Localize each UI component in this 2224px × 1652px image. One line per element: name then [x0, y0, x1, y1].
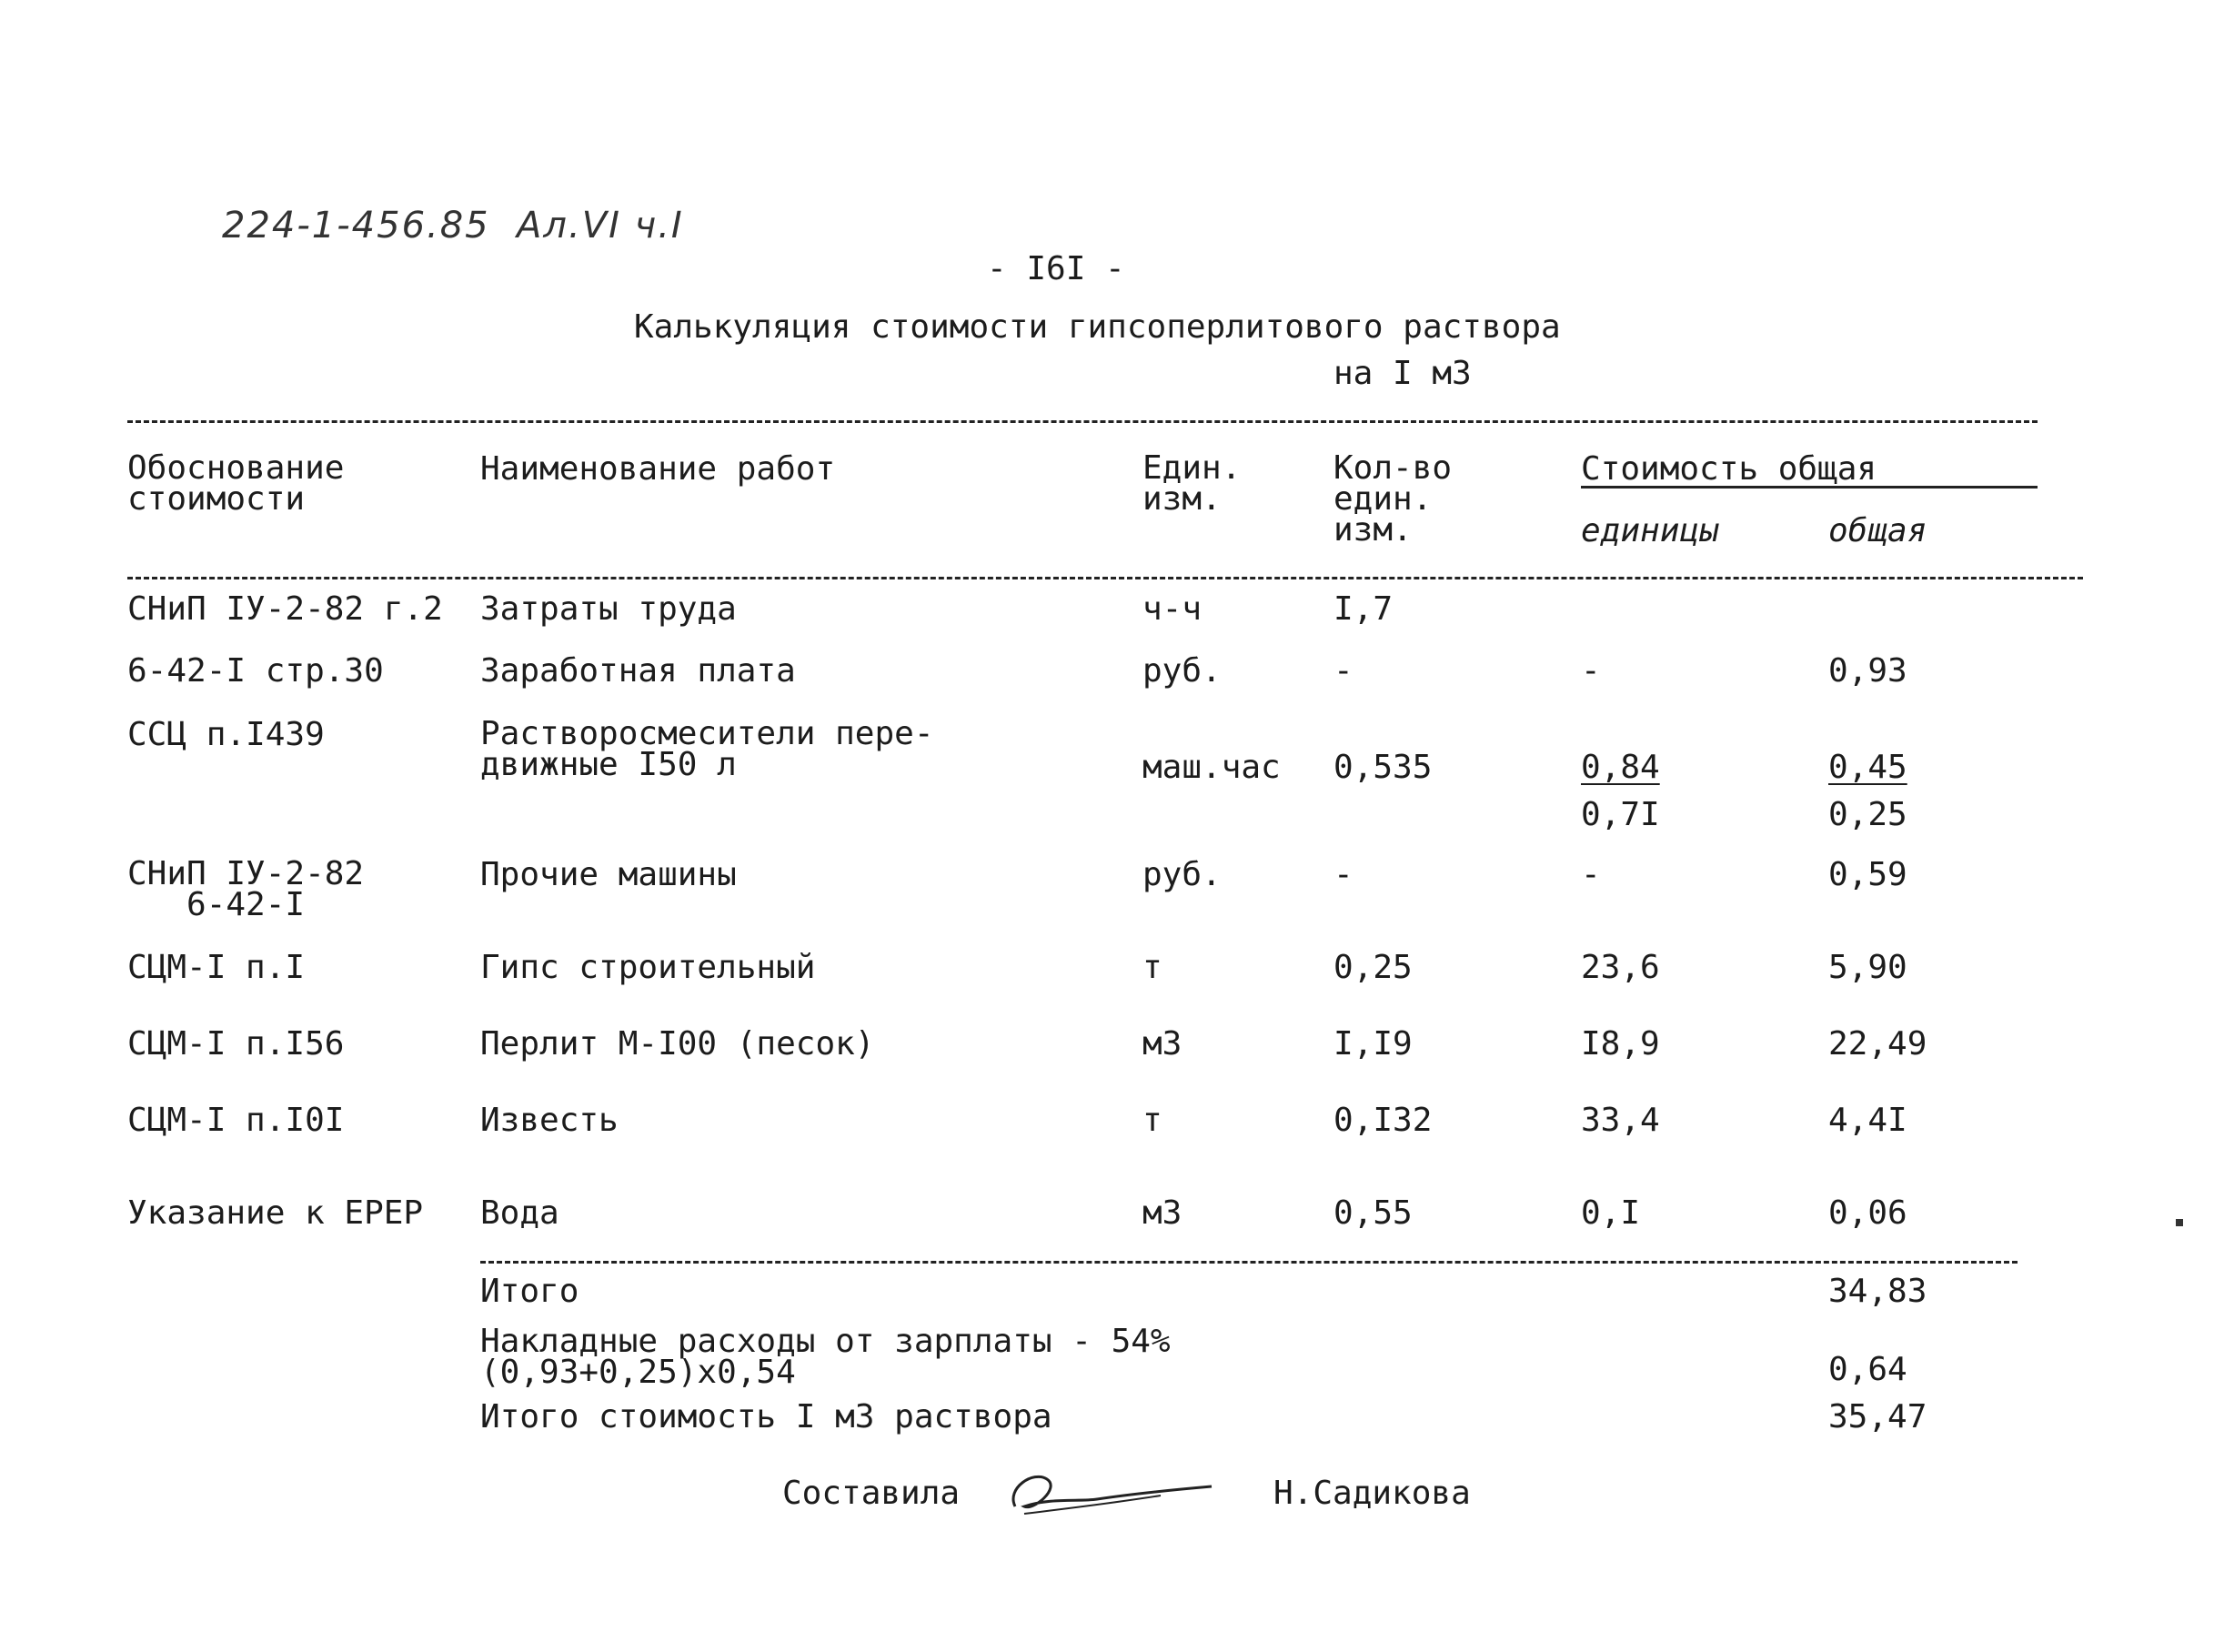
row8-name: Вода — [480, 1194, 559, 1232]
row8-qty: 0,55 — [1333, 1194, 1413, 1232]
row8-cost-total: 0,06 — [1828, 1194, 1907, 1232]
header-name: Наименование работ — [480, 450, 836, 488]
row2-qty: - — [1333, 652, 1354, 690]
header-cost-group-rule — [1581, 486, 2038, 489]
row6-unit: м3 — [1142, 1025, 1182, 1063]
grand-total-label: Итого стоимость I м3 раствора — [480, 1398, 1052, 1435]
row3-cost-total: 0,45 — [1828, 749, 1907, 786]
row5-cost-unit: 23,6 — [1581, 949, 1660, 986]
subtotal-value: 34,83 — [1828, 1273, 1927, 1310]
row8-unit: м3 — [1142, 1194, 1182, 1232]
row2-basis: 6-42-I стр.30 — [127, 652, 384, 690]
row2-unit: руб. — [1142, 652, 1222, 690]
row3-qty: 0,535 — [1333, 749, 1433, 786]
row7-unit: т — [1142, 1102, 1162, 1139]
header-bottom-rule — [127, 577, 2083, 579]
page-subtitle: на I м3 — [1333, 355, 1472, 392]
row7-cost-unit: 33,4 — [1581, 1102, 1660, 1139]
row6-cost-total: 22,49 — [1828, 1025, 1927, 1063]
header-basis: Обоснование стоимости — [127, 449, 345, 519]
row2-name: Заработная плата — [480, 652, 796, 690]
row2-cost-total: 0,93 — [1828, 652, 1907, 690]
row1-unit: ч-ч — [1142, 590, 1203, 628]
row5-unit: т — [1142, 949, 1162, 986]
row6-basis: СЦМ-I п.I56 — [127, 1025, 345, 1063]
row5-cost-total: 5,90 — [1828, 949, 1907, 986]
row3-cost-total-2: 0,25 — [1828, 796, 1907, 833]
page-number: - I6I - — [987, 250, 1125, 287]
row5-qty: 0,25 — [1333, 949, 1413, 986]
row7-qty: 0,I32 — [1333, 1102, 1433, 1139]
subtotal-label: Итого — [480, 1273, 579, 1310]
row4-unit: руб. — [1142, 856, 1222, 893]
scan-dot — [2176, 1219, 2183, 1226]
row1-qty: I,7 — [1333, 590, 1394, 628]
grand-total-value: 35,47 — [1828, 1398, 1927, 1435]
row4-qty: - — [1333, 856, 1354, 893]
signature-mark — [997, 1461, 1215, 1525]
row4-cost-unit: - — [1581, 856, 1601, 893]
page-title: Калькуляция стоимости гипсоперлитового раствора — [634, 308, 1561, 346]
header-cost-total: общая — [1828, 512, 1927, 549]
header-cost-group: Стоимость общая — [1581, 450, 1877, 488]
document-code: 224-1-456.85 Ал.VI ч.I — [222, 205, 684, 247]
row3-cost-unit: 0,84 — [1581, 749, 1660, 786]
row7-basis: СЦМ-I п.I0I — [127, 1102, 345, 1139]
row6-qty: I,I9 — [1333, 1025, 1413, 1063]
row2-cost-unit: - — [1581, 652, 1601, 690]
row1-name: Затраты труда — [480, 590, 737, 628]
row7-name: Известь — [480, 1102, 619, 1139]
header-unit: Един. изм. — [1142, 449, 1242, 519]
overhead-value: 0,64 — [1828, 1351, 1907, 1388]
row8-cost-unit: 0,I — [1581, 1194, 1641, 1232]
signature-name: Н.Садикова — [1273, 1475, 1471, 1512]
header-top-rule — [127, 420, 2038, 423]
row6-name: Перлит М-I00 (песок) — [480, 1025, 875, 1063]
row4-basis: СНиП IУ-2-82 6-42-I — [127, 855, 365, 924]
row3-cost-unit-2: 0,7I — [1581, 796, 1660, 833]
row6-cost-unit: I8,9 — [1581, 1025, 1660, 1063]
row5-name: Гипс строительный — [480, 949, 816, 986]
row7-cost-total: 4,4I — [1828, 1102, 1907, 1139]
row3-basis: ССЦ п.I439 — [127, 716, 325, 753]
row4-name: Прочие машины — [480, 856, 737, 893]
row3-name: Растворосмесители пере- движные I50 л — [480, 715, 934, 784]
totals-rule — [480, 1261, 2018, 1264]
header-cost-unit: единицы — [1581, 512, 1719, 549]
row1-basis: СНиП IУ-2-82 г.2 — [127, 590, 443, 628]
overhead-label: Накладные расходы от зарплаты - 54% (0,93+0,25)х0,54 — [480, 1323, 1171, 1392]
row3-unit: маш.час — [1142, 749, 1281, 786]
row5-basis: СЦМ-I п.I — [127, 949, 306, 986]
header-qty: Кол-во един. изм. — [1333, 449, 1453, 549]
row8-basis: Указание к ЕРЕР — [127, 1194, 424, 1232]
signature-label: Составила — [782, 1475, 961, 1512]
row4-cost-total: 0,59 — [1828, 856, 1907, 893]
